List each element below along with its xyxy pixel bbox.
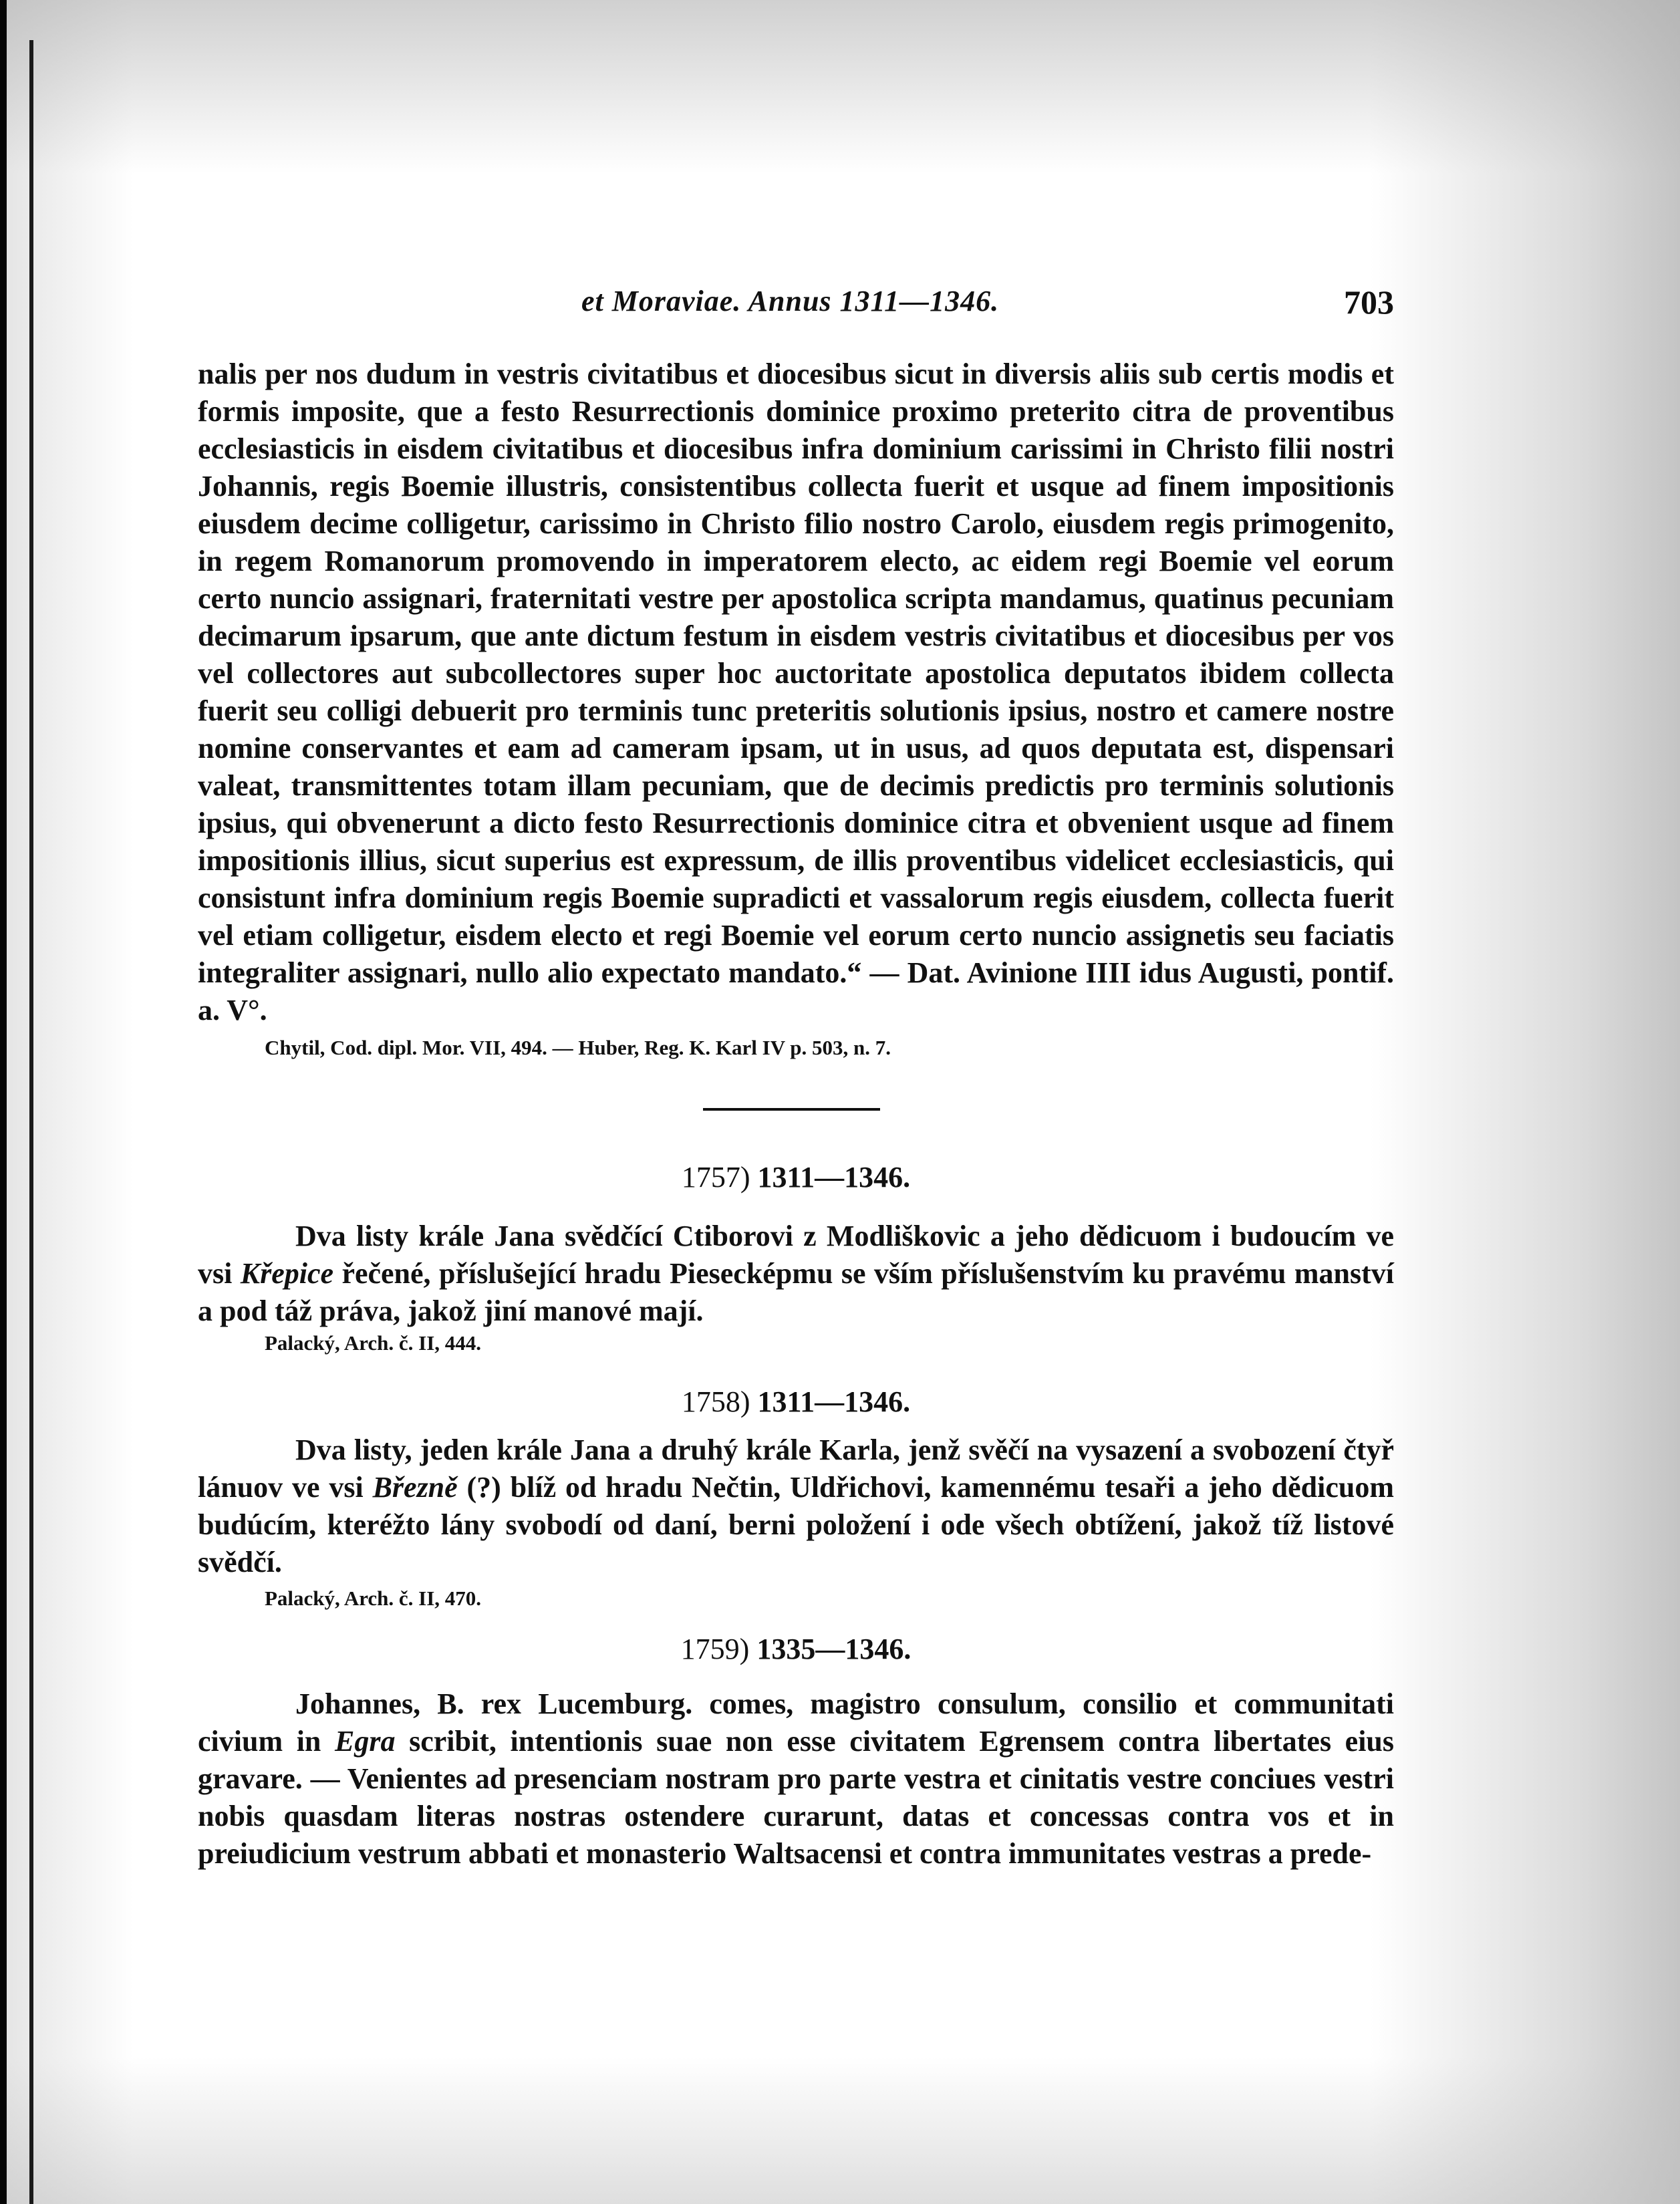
entry-place-name: Křepice [240, 1257, 334, 1290]
continuation-text: nalis per nos dudum in vestris civitatibus et diocesibus sicut in diversis aliis sub certis modis et formis imposite, que a festo Resurrectionis dominice proximo preterito citra de proventibus ecclesiasticis in eisdem civitatibus et diocesibus infra dominium carissimi in Christo filii nostri Johannis, regis Boemie illustris, consistentibus collecta fuerit et usque ad finem impositionis eiusdem decime colligetur, carissimo in Christo filio nostro Carolo, eiusdem regis primogenito, in regem Romanorum promovendo in imperatorem electo, ac eidem regi Boemie vel eorum certo nuncio assignari, fraternitati vestre per apostolica scripta mandamus, quatinus pecuniam decimarum ipsarum, que ante dictum festum in eisdem vestris civitatibus et diocesibus per vos vel collectores aut subcollectores super hoc auctoritate apostolica deputatos ibidem collecta fuerit seu colligi debuerit pro terminis tunc preteritis solutionis ipsius, nostro et camere nostre nomine conservantes et eam ad cameram ipsam, ut in usus, ad quos deputata est, dispensari valeat, transmittentes totam illam pecuniam, que de decimis predictis pro terminis solutionis ipsius, qui obvenerunt a dicto festo Resurrectionis dominice citra et obvenient usque ad finem impositionis illius, sicut superius est expressum, de illis proventibus videlicet ecclesiasticis, qui consistunt infra dominium regis Boemie supradicti et vassalorum regis eiusdem, collecta fuerit vel etiam colligetur, eisdem electo et regi Boemie vel eorum certo nuncio assignetis seu faciatis integraliter assignari, nullo alio expectato mandato.“ — Dat. Avinione IIII idus Augusti, pontif. a. V°. [198, 358, 1394, 1026]
entry-number: 1758) [681, 1385, 750, 1418]
scan-shadow-bottom [0, 2057, 1680, 2204]
entry-text-1759 [198, 1685, 1394, 1873]
page-number: 703 [1344, 283, 1394, 321]
entry-reference-1758: Palacký, Arch. č. II, 470. [265, 1587, 482, 1610]
entry-date: 1311—1346. [757, 1161, 911, 1194]
entry-text-part: řečené, příslušející hradu Piesecképmu se vším příslušenstvím ku pravému manství a pod táž práva, jakož jiní manové mají. [198, 1257, 1394, 1327]
entry-place-name: Březně [372, 1471, 458, 1504]
entry-heading-1758 [198, 1383, 1394, 1421]
entry-text-part: Dva listy, jeden krále Jana a druhý krále Karla, jenž svěčí na vysazení a svobození čtyř lánuov ve vsi [198, 1433, 1394, 1504]
entry-date: 1335—1346. [756, 1633, 912, 1665]
section-divider [703, 1108, 880, 1111]
running-title: et Moraviae. Annus 1311—1346. [581, 285, 1000, 317]
entry-place-name: Egra [335, 1725, 396, 1758]
scan-left-edge [0, 0, 7, 2204]
entry-number: 1757) [681, 1161, 750, 1194]
running-head [198, 284, 1394, 324]
entry-text-1757 [198, 1218, 1394, 1330]
entry-heading-1757 [198, 1159, 1394, 1196]
scan-shadow-top [0, 0, 1680, 174]
entry-text-part: (?) blíž od hradu Nečtin, Uldřichovi, kamennému tesaři a jeho dědicuom budúcím, kteréžto lány svobodí od daní, berni položení i ode všech obtížení, jakož tíž listové svědčí. [198, 1471, 1394, 1578]
continuation-reference: Chytil, Cod. dipl. Mor. VII, 494. — Huber, Reg. K. Karl IV p. 503, n. 7. [265, 1036, 891, 1059]
entry-text-part: scribit, intentionis suae non esse civitatem Egrensem contra libertates eius gravare. — Venientes ad presenciam nostram pro parte vestra et cinitatis vestre conciues vestri nobis quasdam literas nostras ostendere curarunt, datas et concessas contra vos et in preiudicium vestrum abbati et monasterio Waltsacensi et contra immunitates vestras a prede- [198, 1725, 1395, 1870]
entry-heading-1759 [198, 1631, 1394, 1668]
entry-text-1758 [198, 1431, 1394, 1581]
scan-binding-line [29, 40, 33, 2204]
entry-reference-1757: Palacký, Arch. č. II, 444. [265, 1331, 482, 1355]
entry-date: 1311—1346. [757, 1385, 911, 1418]
entry-number: 1759) [680, 1633, 750, 1665]
entry-text-part: Dva listy krále Jana svědčící Ctiborovi z Modliškovic a jeho dědicuom i budoucím ve vsi [198, 1220, 1394, 1290]
entry-text-part: Johannes, B. rex Lucemburg. comes, magistro consulum, consilio et communitati civium in [198, 1687, 1394, 1758]
